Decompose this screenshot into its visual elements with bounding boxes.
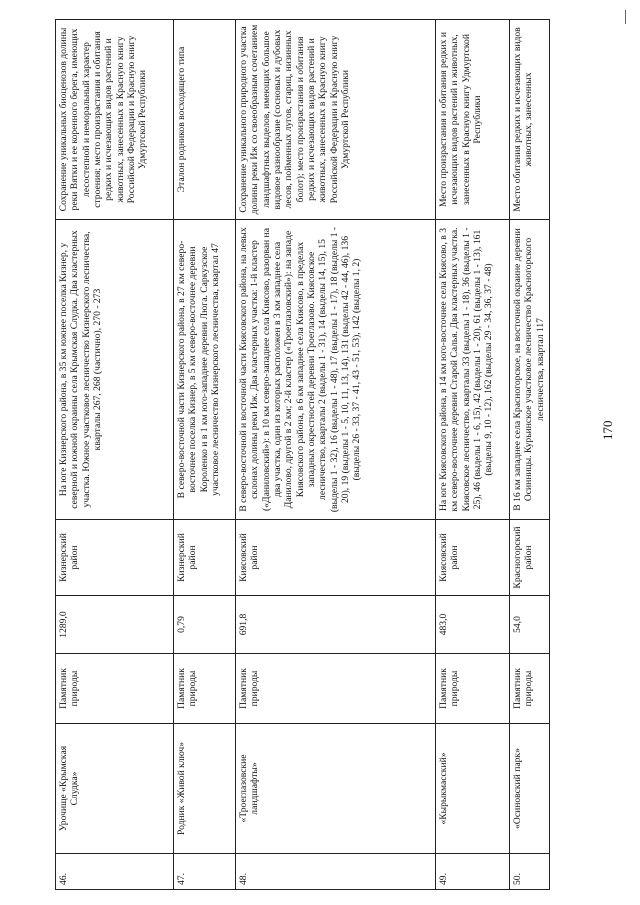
location: На юге Киясовского района, в 14 км юго-восточнее села Киясово, в 3 км северо-восточнее деревни Старой Салья. Два кластерных участка. Киясовское лесничество, кварталы 33 (выделы 1 - 18), 36 (выделы 1 - 25), 46 (выделы 1 - 6, 15), 42 (выделы 1 - 20), 61 (выделы 1 - 13), 161 (выделы 9, 10 - 12), 162 (выделы 29 - 34, 36, 37 - 48) xyxy=(436,220,510,520)
area: 483,0 xyxy=(436,596,510,654)
district: Кияcовский район xyxy=(236,520,436,596)
site-name: «Кырыкмасский» xyxy=(436,724,510,854)
district: Красногорский район xyxy=(510,520,550,596)
row-number: 48. xyxy=(236,854,436,890)
category: Памятник природы xyxy=(436,654,510,724)
district: Кияcовский район xyxy=(436,520,510,596)
area: 54,0 xyxy=(510,596,550,654)
category: Памятник природы xyxy=(236,654,436,724)
purpose: Место обитания редких и исчезающих видов животных, занесенных xyxy=(510,20,550,220)
row-number: 49. xyxy=(436,854,510,890)
category: Памятник природы xyxy=(174,654,236,724)
site-name: «Осиновский парк» xyxy=(510,724,550,854)
category: Памятник природы xyxy=(510,654,550,724)
location: В северо-восточной и восточной части Киясовского района, на левых склонах долины реки Иж. Два кластерных участка: 1-й кластер («Даниловский»): в 10 км северо-западнее села Киясово, разорван на два участка, один из которых расположен в 3 км западнее села Данилово, другой в 2 км; 2-й кластер («Троеглазовский»): на западе Киясовского района, в 6 км западнее села Киясово, в пределах западных окрестностей деревни Троеглазово. Киясовское лесничество, кварталы 2 (выделы 1 - 31), 14 (выделы 14, 15), 15 (выделы 1 - 32), 16 (выделы 1 - 48), 17 (выделы 1 - 17), 18 (выделы 1 - 20), 19 (выделы 1 - 5, 10, 11, 13, 14), 131 (выделы 42 - 44, 46), 136 (выделы 26 - 33, 37 - 41, 43 - 51, 53), 142 (выделы 1, 2) xyxy=(236,220,436,520)
table-row xyxy=(436,20,510,890)
area: 0,79 xyxy=(174,596,236,654)
site-name: «Троеглазовские ландшафты» xyxy=(236,724,436,854)
rotated-table-container xyxy=(55,20,550,890)
purpose: Сохранение уникального природного участка долины реки Иж со своеобразным сочетанием ландшафтных выделов, имеющих большое видовое разнообразие (сосновых и дубовых лесов, пойменных лугов, стариц, низинных болот); место произрастания и обитания редких и исчезающих видов растений и животных, занесенных в Красную книгу Российской Федерации и Красную книгу Удмуртской Республики xyxy=(236,20,436,220)
area: 691,8 xyxy=(236,596,436,654)
row-number: 46. xyxy=(56,854,174,890)
table-row xyxy=(510,20,550,890)
table-body xyxy=(56,20,550,890)
page-number: 170 xyxy=(600,420,615,440)
location: В 16 км западнее села Красногорское, на восточной окраине деревни Осинницы. Курьинское участковое лесничество Красногорского лесничества, квартал 117 xyxy=(510,220,550,520)
area: 1289,0 xyxy=(56,596,174,654)
purpose: Сохранение уникальных биоценозов долины реки Вятки и ее коренного берега, имеющих лесостепной и неморальный характер строения; место произрастания и обитания редких и исчезающих видов растений и животных, занесенных в Красную книгу Российской Федерации и Красную книгу Удмуртской Республики xyxy=(56,20,174,220)
site-name: Урочище «Крымская Слудка» xyxy=(56,724,174,854)
location: На юге Кизнерского района, в 35 км южнее поселка Кизнер, у северной и южной окраины села Крымская Слудка. Два кластерных участка. Южное участковое лесничество Кизнерского лесничества, кварталы 267, 268 (частично), 270 - 273 xyxy=(56,220,174,520)
corner-mark xyxy=(615,10,626,24)
row-number: 47. xyxy=(174,854,236,890)
location: В северо-восточной части Кизнерского района, в 27 км северо-восточнее поселка Кизнер, в 5 км северо-восточнее деревни Короленко и в 1 км юго-западнее деревни Люга. Саркузское участковое лесничество Кизнерского лесничества, квартал 47 xyxy=(174,220,236,520)
purpose: Эталон родников восходящего типа xyxy=(174,20,236,220)
district: Кизнерский район xyxy=(174,520,236,596)
category: Памятник природы xyxy=(56,654,174,724)
table-row xyxy=(174,20,236,890)
purpose: Место произрастания и обитания редких и исчезающих видов растений и животных, занесенных в Красную книгу Удмуртской Республики xyxy=(436,20,510,220)
row-number: 50. xyxy=(510,854,550,890)
table-row xyxy=(236,20,436,890)
table-row xyxy=(56,20,174,890)
site-name: Родник «Живой ключ» xyxy=(174,724,236,854)
district: Кизнерский район xyxy=(56,520,174,596)
protected-areas-table xyxy=(55,19,550,890)
